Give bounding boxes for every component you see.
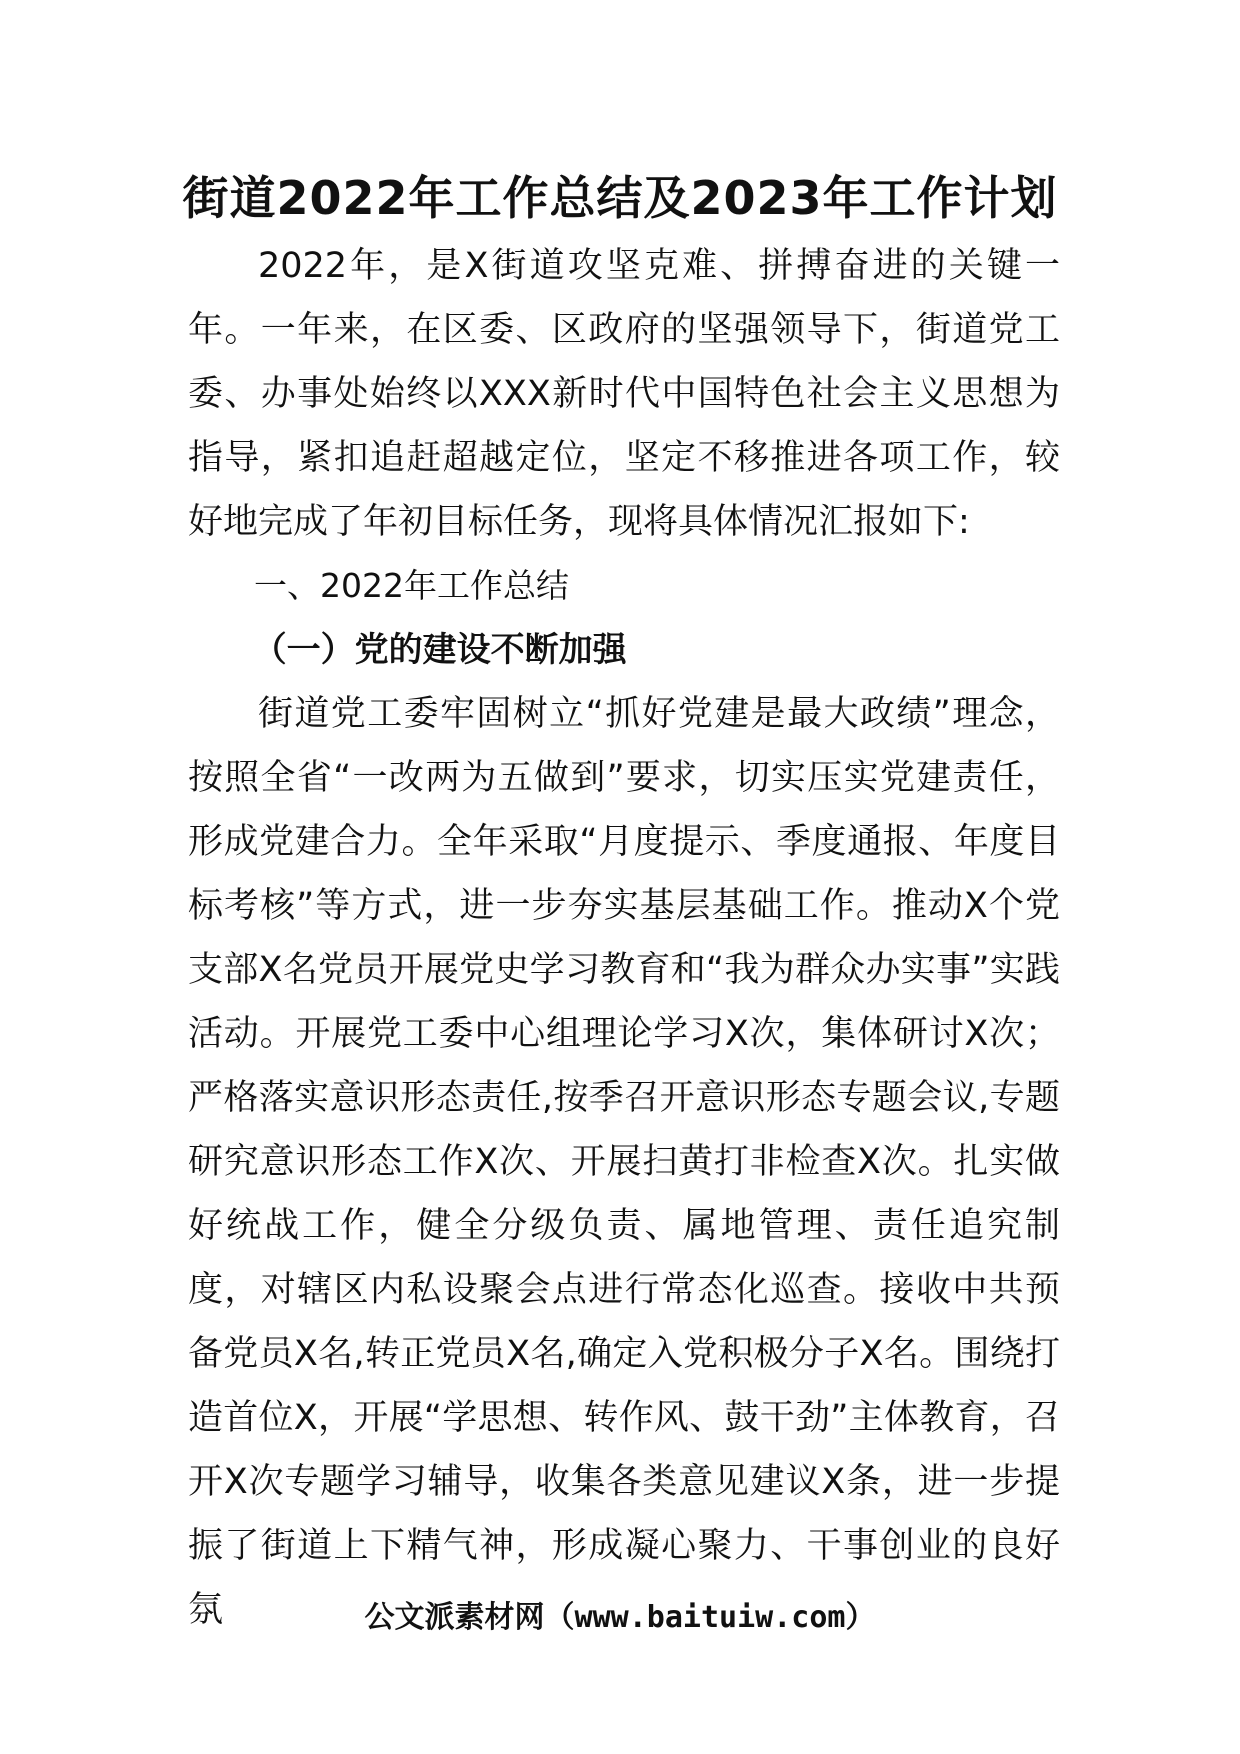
document-body xyxy=(188,234,1060,1642)
document-title: 街道2022年工作总结及2023年工作计划 xyxy=(182,171,1058,225)
footer-paren-close: ） xyxy=(845,1600,876,1635)
subsection-paragraph: 街道党工委牢固树立“抓好党建是最大政绩”理念，按照全省“一改两为五做到”要求，切实压实党建责任，形成党建合力。全年采取“月度提示、季度通报、年度目标考核”等方式，进一步夯实基层基础工作。推动X个党支部X名党员开展党史学习教育和“我为群众办实事”实践活动。开展党工委中心组理论学习X次，集体研讨X次；严格落实意识形态责任,按季召开意识形态专题会议,专题研究意识形态工作X次、开展扫黄打非检查X次。扎实做好统战工作，健全分级负责、属地管理、责任追究制度，对辖区内私设聚会点进行常态化巡查。接收中共预备党员X名,转正党员X名,确定入党积极分子X名。围绕打造首位X，开展“学思想、转作风、鼓干劲”主体教育，召开X次专题学习辅导，收集各类意见建议X条，进一步提振了街道上下精气神，形成凝心聚力、干事创业的良好氛 xyxy=(188,694,1060,1630)
footer-site-name: 公文派素材网 xyxy=(364,1600,545,1635)
subsection-heading: （一）党的建设不断加强 xyxy=(252,630,627,670)
footer-watermark xyxy=(140,1598,1100,1638)
section-heading: 一、2022年工作总结 xyxy=(254,566,569,605)
intro-paragraph: 2022年，是X街道攻坚克难、拼搏奋进的关键一年。一年来，在区委、区政府的坚强领导下，街道党工委、办事处始终以XXX新时代中国特色社会主义思想为指导，紧扣追赶超越定位，坚定不移推进各项工作，较好地完成了年初目标任务，现将具体情况汇报如下: xyxy=(188,246,1060,542)
footer-paren-open: （ xyxy=(544,1600,575,1635)
footer-url: www.baituiw.com xyxy=(574,1600,846,1635)
